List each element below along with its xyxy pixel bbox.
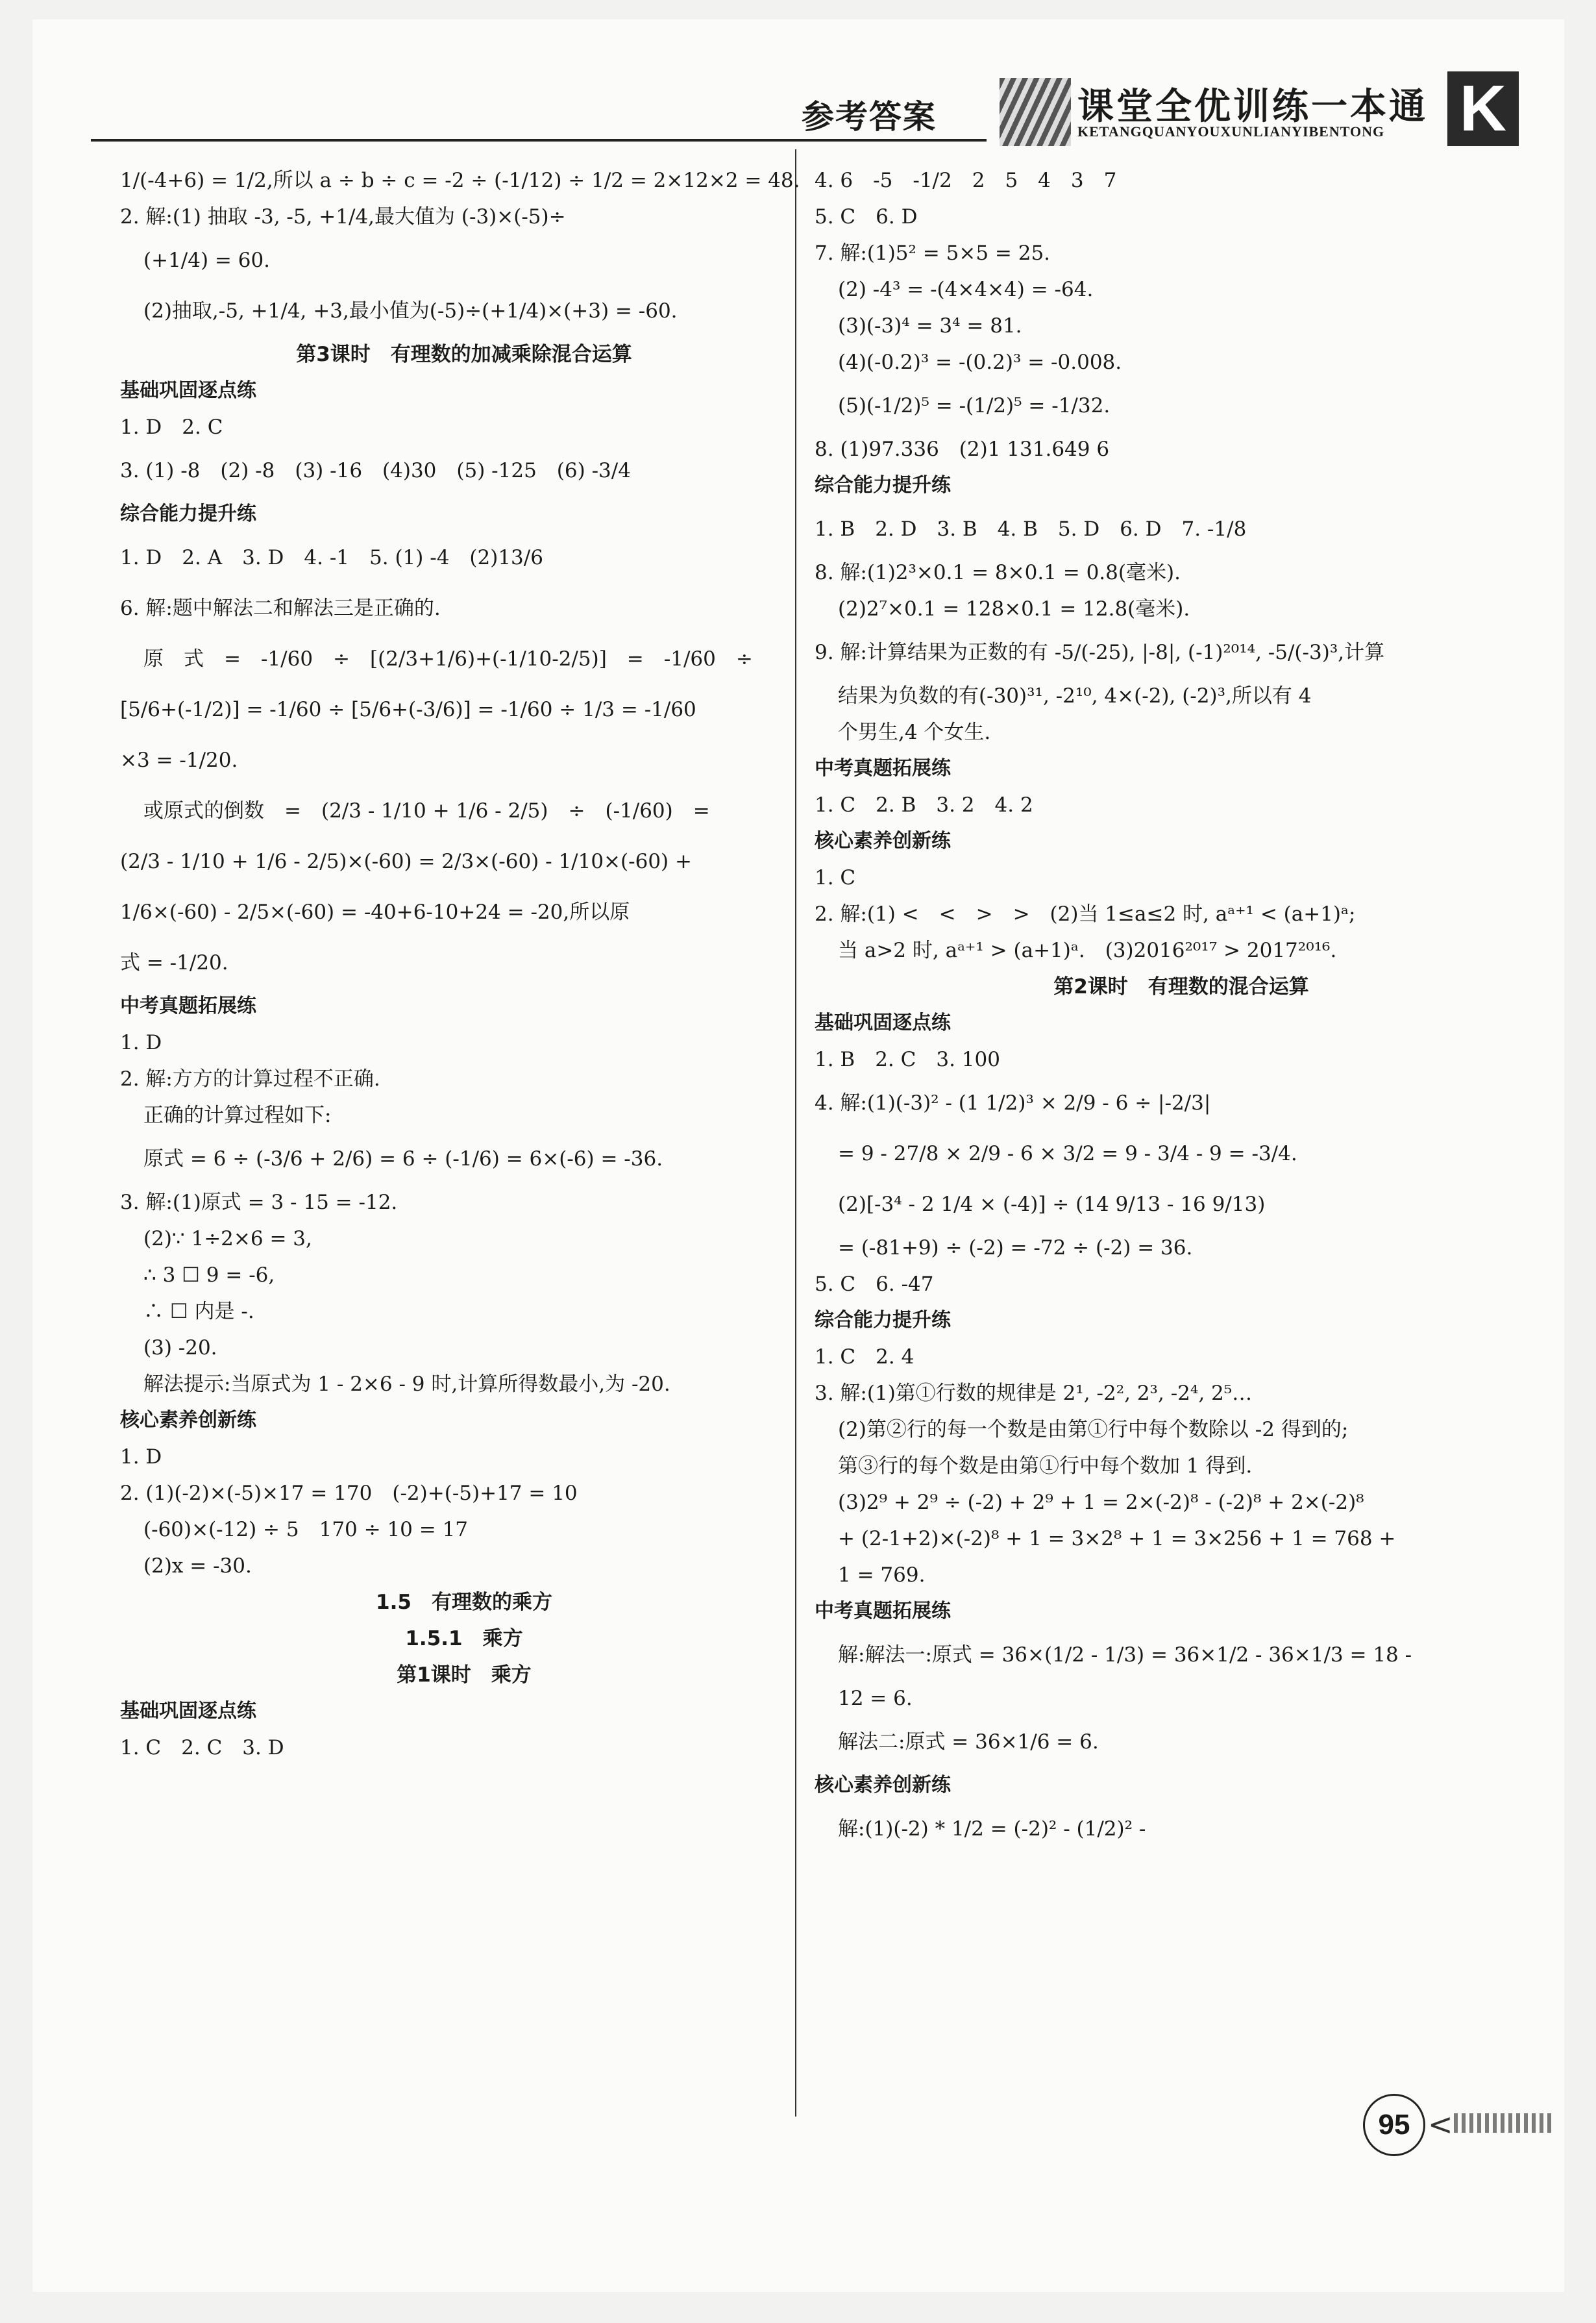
answer-line: (5)(-1/2)⁵ = -(1/2)⁵ = -1/32. <box>838 394 1111 417</box>
answer-line: 式 = -1/20. <box>120 951 228 975</box>
answer-line: 2. 解:方方的计算过程不正确. <box>120 1067 380 1091</box>
answer-line: + (2-1+2)×(-2)⁸ + 1 = 3×2⁸ + 1 = 3×256 + 1 = 768 + <box>838 1527 1396 1550</box>
answer-line: 2. 解:(1) < < > > (2)当 1≤a≤2 时, aᵃ⁺¹ < (a+1)ᵃ; <box>815 902 1356 926</box>
answer-line: (3)(-3)⁴ = 3⁴ = 81. <box>838 314 1022 338</box>
answer-line: 个男生,4 个女生. <box>838 721 991 744</box>
answer-line: 7. 解:(1)5² = 5×5 = 25. <box>815 242 1051 265</box>
answer-line: (2)x = -30. <box>143 1554 252 1578</box>
brand-title-en: KETANGQUANYOUXUNLIANYIBENTONG <box>1077 123 1385 140</box>
section-heading: 综合能力提升练 <box>120 503 256 525</box>
lesson-title: 第3课时 有理数的加减乘除混合运算 <box>296 343 632 366</box>
answer-line: (2)第②行的每一个数是由第①行中每个数除以 -2 得到的; <box>838 1418 1349 1441</box>
answer-line: 解:解法一:原式 = 36×(1/2 - 1/3) = 36×1/2 - 36×1/3 = 18 - <box>838 1643 1412 1667</box>
answer-line: 1. C 2. B 3. 2 4. 2 <box>815 793 1033 817</box>
answer-line: 9. 解:计算结果为正数的有 -5/(-25), |-8|, (-1)²⁰¹⁴, -5/(-3)³,计算 <box>815 641 1385 664</box>
answer-line: ∴ ☐ 内是 -. <box>143 1300 254 1323</box>
answer-line: 1 = 769. <box>838 1563 926 1587</box>
section-heading: 中考真题拓展练 <box>815 1600 951 1622</box>
brand-stripes-decoration <box>1000 78 1071 146</box>
answer-line: 4. 6 -5 -1/2 2 5 4 3 7 <box>815 169 1117 192</box>
answer-line: 3. 解:(1)第①行数的规律是 2¹, -2², 2³, -2⁴, 2⁵… <box>815 1382 1253 1405</box>
answer-line: (4)(-0.2)³ = -(0.2)³ = -0.008. <box>838 351 1122 374</box>
section-heading: 核心素养创新练 <box>815 1774 951 1796</box>
answer-line: 或原式的倒数 = (2/3 - 1/10 + 1/6 - 2/5) ÷ (-1/60) = <box>143 799 710 823</box>
answer-line: 8. (1)97.336 (2)1 131.649 6 <box>815 438 1110 461</box>
answer-line: 5. C 6. -47 <box>815 1273 934 1296</box>
answer-line: = 9 - 27/8 × 2/9 - 6 × 3/2 = 9 - 3/4 - 9 = -3/4. <box>838 1142 1297 1165</box>
answer-line: 第③行的每个数是由第①行中每个数加 1 得到. <box>838 1454 1253 1478</box>
answer-line: 1. C 2. C 3. D <box>120 1736 284 1759</box>
right-column <box>815 162 1548 1854</box>
brand-banner <box>1000 71 1545 153</box>
answer-line: 1. D <box>120 1445 162 1469</box>
section-heading: 基础巩固逐点练 <box>120 1700 256 1722</box>
section-heading: 核心素养创新练 <box>120 1409 256 1432</box>
answer-line: 3. (1) -8 (2) -8 (3) -16 (4)30 (5) -125 (6) -3/4 <box>120 459 631 482</box>
answer-line: 8. 解:(1)2³×0.1 = 8×0.1 = 0.8(毫米). <box>815 561 1181 584</box>
answer-line: 2. (1)(-2)×(-5)×17 = 170 (-2)+(-5)+17 = 10 <box>120 1482 578 1505</box>
answer-line: 原 式 = -1/60 ÷ [(2/3+1/6)+(-1/10-2/5)] = -1/60 ÷ <box>143 647 753 671</box>
answer-line: 1/6×(-60) - 2/5×(-60) = -40+6-10+24 = -20,所以原 <box>120 901 630 924</box>
answer-line: ∴ 3 ☐ 9 = -6, <box>143 1263 275 1287</box>
page-number: 95 <box>1363 2094 1425 2156</box>
answer-line: (2/3 - 1/10 + 1/6 - 2/5)×(-60) = 2/3×(-60) - 1/10×(-60) + <box>120 850 692 873</box>
answer-line: 12 = 6. <box>838 1687 913 1710</box>
lesson-title: 1.5 有理数的乘方 <box>376 1591 552 1614</box>
header-title: 参考答案 <box>802 98 937 136</box>
answer-line: 4. 解:(1)(-3)² - (1 1/2)³ × 2/9 - 6 ÷ |-2/3| <box>815 1091 1211 1115</box>
chevron-left-icon: < <box>1428 2107 1453 2142</box>
answer-line: (2)抽取,-5, +1/4, +3,最小值为(-5)÷(+1/4)×(+3) = -60. <box>143 299 678 323</box>
answer-line: 结果为负数的有(-30)³¹, -2¹⁰, 4×(-2), (-2)³,所以有 4 <box>838 684 1312 708</box>
section-heading: 综合能力提升练 <box>815 1309 951 1332</box>
brand-title-cn: 课堂全优训练一本通 <box>1077 86 1428 128</box>
answer-line: 1. D <box>120 1031 162 1054</box>
header-rule <box>91 139 987 142</box>
answer-line: 5. C 6. D <box>815 205 918 229</box>
dotted-decoration <box>1454 2113 1551 2133</box>
answer-line: 正确的计算过程如下: <box>143 1104 332 1127</box>
left-column <box>120 162 808 1766</box>
answer-line: (2)∵ 1÷2×6 = 3, <box>143 1227 312 1250</box>
answer-line: = (-81+9) ÷ (-2) = -72 ÷ (-2) = 36. <box>838 1236 1193 1260</box>
answer-line: (-60)×(-12) ÷ 5 170 ÷ 10 = 17 <box>143 1518 469 1541</box>
answer-line: (2) -4³ = -(4×4×4) = -64. <box>838 278 1094 301</box>
answer-line: (2)2⁷×0.1 = 128×0.1 = 12.8(毫米). <box>838 597 1190 621</box>
answer-line: 1. D 2. C <box>120 416 223 439</box>
section-heading: 中考真题拓展练 <box>120 995 256 1017</box>
lesson-title: 第1课时 乘方 <box>397 1663 532 1687</box>
answer-line: 6. 解:题中解法二和解法三是正确的. <box>120 597 441 620</box>
lesson-title: 第2课时 有理数的混合运算 <box>1053 975 1309 999</box>
answer-line: (3) -20. <box>143 1336 217 1360</box>
section-heading: 综合能力提升练 <box>815 474 951 497</box>
answer-line: 解法提示:当原式为 1 - 2×6 - 9 时,计算所得数最小,为 -20. <box>143 1373 670 1396</box>
answer-line: 1. B 2. C 3. 100 <box>815 1048 1000 1071</box>
answer-line: 1. D 2. A 3. D 4. -1 5. (1) -4 (2)13/6 <box>120 546 543 569</box>
answer-line: 原式 = 6 ÷ (-3/6 + 2/6) = 6 ÷ (-1/6) = 6×(-6) = -36. <box>143 1147 663 1171</box>
answer-line: 解法二:原式 = 36×1/6 = 6. <box>838 1730 1099 1754</box>
answer-line: (+1/4) = 60. <box>143 249 271 272</box>
answer-line: 解:(1)(-2) * 1/2 = (-2)² - (1/2)² - <box>838 1817 1146 1841</box>
section-heading: 中考真题拓展练 <box>815 757 951 780</box>
answer-line: 1. C <box>815 866 856 889</box>
answer-line: [5/6+(-1/2)] = -1/60 ÷ [5/6+(-3/6)] = -1/60 ÷ 1/3 = -1/60 <box>120 698 696 721</box>
section-heading: 基础巩固逐点练 <box>120 379 256 402</box>
section-heading: 基础巩固逐点练 <box>815 1012 951 1034</box>
brand-k-logo: K <box>1447 71 1519 146</box>
answer-line: 当 a>2 时, aᵃ⁺¹ > (a+1)ᵃ. (3)2016²⁰¹⁷ > 2017²⁰¹⁶. <box>838 939 1337 962</box>
answer-line: 1. B 2. D 3. B 4. B 5. D 6. D 7. -1/8 <box>815 517 1247 541</box>
answer-line: (2)[-3⁴ - 2 1/4 × (-4)] ÷ (14 9/13 - 16 9/13) <box>838 1193 1266 1216</box>
answer-line: 3. 解:(1)原式 = 3 - 15 = -12. <box>120 1191 398 1214</box>
answer-line: 1. C 2. 4 <box>815 1345 915 1369</box>
lesson-title: 1.5.1 乘方 <box>405 1627 523 1650</box>
answer-line: 1/(-4+6) = 1/2,所以 a ÷ b ÷ c = -2 ÷ (-1/12) ÷ 1/2 = 2×12×2 = 48. <box>120 169 800 192</box>
answer-line: (3)2⁹ + 2⁹ ÷ (-2) + 2⁹ + 1 = 2×(-2)⁸ - (-2)⁸ + 2×(-2)⁸ <box>838 1491 1364 1514</box>
answer-line: ×3 = -1/20. <box>120 749 238 772</box>
answer-line: 2. 解:(1) 抽取 -3, -5, +1/4,最大值为 (-3)×(-5)÷ <box>120 205 566 229</box>
section-heading: 核心素养创新练 <box>815 830 951 852</box>
